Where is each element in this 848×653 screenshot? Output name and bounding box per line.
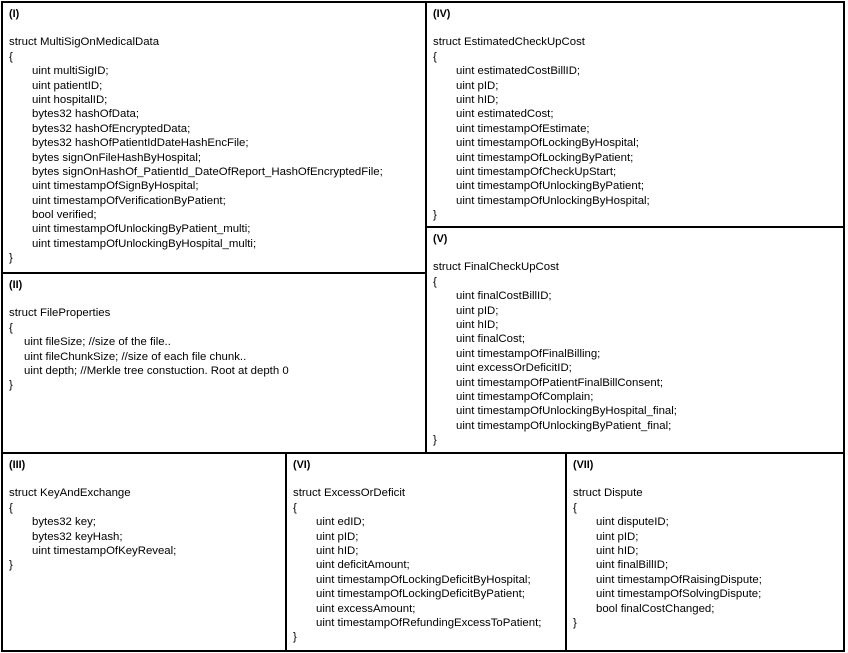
struct-field: uint finalBillID; xyxy=(596,559,669,572)
panel-label: (VII) xyxy=(573,459,594,471)
panel-key-and-exchange xyxy=(1,452,287,652)
struct-field: uint disputeID; xyxy=(596,516,669,529)
spacer xyxy=(9,292,421,306)
open-brace: { xyxy=(433,275,437,288)
struct-field: uint edID; xyxy=(316,516,365,529)
panel-content xyxy=(433,232,839,447)
struct-field: bytes32 keyHash; xyxy=(32,530,123,543)
struct-header: struct EstimatedCheckUpCost xyxy=(433,36,585,49)
struct-field: uint timestampOfUnlockingByPatient_final; xyxy=(456,419,672,432)
struct-field: bool verified; xyxy=(32,209,97,222)
struct-field: uint estimatedCostBillID; xyxy=(456,65,581,78)
spacer xyxy=(9,21,421,35)
panel-dispute xyxy=(565,452,845,652)
struct-field: bytes32 hashOfData; xyxy=(32,108,140,121)
struct-field: uint hID; xyxy=(456,93,499,106)
struct-field: uint timestampOfLockingDeficitByPatient; xyxy=(316,588,525,601)
open-brace: { xyxy=(9,50,13,63)
struct-field: uint finalCost; xyxy=(456,333,526,346)
panel-label: (VI) xyxy=(293,459,311,471)
open-brace: { xyxy=(433,50,437,63)
close-brace: } xyxy=(9,559,13,572)
spacer xyxy=(9,472,281,486)
open-brace: { xyxy=(293,501,297,514)
struct-header: struct KeyAndExchange xyxy=(9,487,131,500)
struct-field: uint excessOrDeficitID; xyxy=(456,362,572,375)
open-brace: { xyxy=(573,501,577,514)
struct-header: struct Dispute xyxy=(573,487,643,500)
struct-field: uint fileChunkSize; //size of each file chunk.. xyxy=(24,350,247,363)
struct-field: uint hID; xyxy=(596,544,639,557)
panel-file-properties xyxy=(1,272,427,454)
panel-content xyxy=(433,7,839,222)
panel-content xyxy=(293,458,561,645)
open-brace: { xyxy=(9,501,13,514)
close-brace: } xyxy=(293,631,297,644)
panel-content xyxy=(9,7,421,266)
struct-field: uint timestampOfComplain; xyxy=(456,390,594,403)
spacer xyxy=(433,21,839,35)
struct-field: uint timestampOfUnlockingByHospital; xyxy=(456,194,650,207)
struct-field: uint timestampOfLockingDeficitByHospital; xyxy=(316,573,531,586)
struct-field: uint excessAmount; xyxy=(316,602,416,615)
spacer xyxy=(433,246,839,260)
struct-header: struct FinalCheckUpCost xyxy=(433,261,559,274)
struct-field: uint timestampOfKeyReveal; xyxy=(32,544,177,557)
struct-field: uint hospitalID; xyxy=(32,93,108,106)
struct-field: uint deficitAmount; xyxy=(316,559,410,572)
panel-content xyxy=(573,458,839,630)
spacer xyxy=(293,472,561,486)
panel-excess-or-deficit xyxy=(285,452,567,652)
struct-field: uint hID; xyxy=(456,318,499,331)
struct-field: uint fileSize; //size of the file.. xyxy=(24,336,171,349)
struct-field: uint timestampOfCheckUpStart; xyxy=(456,165,617,178)
struct-field: uint timestampOfRaisingDispute; xyxy=(596,573,762,586)
panel-label: (I) xyxy=(9,8,20,20)
spacer xyxy=(573,472,839,486)
struct-field: uint pID; xyxy=(456,79,499,92)
struct-field: uint pID; xyxy=(316,530,359,543)
struct-field: bytes signOnFileHashByHospital; xyxy=(32,151,202,164)
panel-label: (V) xyxy=(433,233,448,245)
struct-field: uint timestampOfLockingByPatient; xyxy=(456,151,634,164)
panel-final-checkup-cost xyxy=(425,226,845,454)
open-brace: { xyxy=(9,321,13,334)
struct-field: uint hID; xyxy=(316,544,359,557)
struct-field: uint timestampOfVerificationByPatient; xyxy=(32,194,226,207)
struct-field: bytes32 hashOfPatientIdDateHashEncFile; xyxy=(32,137,249,150)
struct-field: uint pID; xyxy=(456,304,499,317)
struct-field: uint timestampOfPatientFinalBillConsent; xyxy=(456,376,664,389)
struct-field: uint estimatedCost; xyxy=(456,108,554,121)
struct-field: uint timestampOfRefundingExcessToPatient; xyxy=(316,616,542,629)
struct-field: uint timestampOfLockingByHospital; xyxy=(456,137,639,150)
panel-label: (II) xyxy=(9,279,23,291)
struct-field: uint finalCostBillID; xyxy=(456,290,552,303)
struct-field: uint timestampOfSolvingDispute; xyxy=(596,588,762,601)
struct-field: uint timestampOfUnlockingByPatient_multi; xyxy=(32,223,251,236)
struct-field: bytes32 hashOfEncryptedData; xyxy=(32,122,191,135)
panel-label: (III) xyxy=(9,459,26,471)
struct-field: uint timestampOfUnlockingByHospital_final; xyxy=(456,405,677,418)
close-brace: } xyxy=(9,379,13,392)
struct-field: bytes32 key; xyxy=(32,516,96,529)
struct-field: uint depth; //Merkle tree constuction. Root at depth 0 xyxy=(24,364,289,377)
struct-field: uint multiSigID; xyxy=(32,65,109,78)
panel-label: (IV) xyxy=(433,8,451,20)
close-brace: } xyxy=(433,209,437,222)
struct-header: struct FileProperties xyxy=(9,307,111,320)
struct-field: uint timestampOfUnlockingByPatient; xyxy=(456,180,645,193)
panel-content xyxy=(9,458,281,573)
panel-multisig-on-medical-data xyxy=(1,1,427,274)
struct-field: uint timestampOfFinalBilling; xyxy=(456,347,601,360)
close-brace: } xyxy=(573,616,577,629)
struct-field: uint timestampOfSignByHospital; xyxy=(32,180,199,193)
struct-field: uint patientID; xyxy=(32,79,103,92)
panel-content xyxy=(9,278,421,393)
struct-field: uint pID; xyxy=(596,530,639,543)
close-brace: } xyxy=(9,252,13,265)
panel-estimated-checkup-cost xyxy=(425,1,845,228)
struct-field: uint timestampOfUnlockingByHospital_multi; xyxy=(32,237,257,250)
close-brace: } xyxy=(433,434,437,447)
struct-header: struct MultiSigOnMedicalData xyxy=(9,36,160,49)
struct-header: struct ExcessOrDeficit xyxy=(293,487,406,500)
struct-field: bytes signOnHashOf_PatientId_DateOfReport_HashOfEncryptedFile; xyxy=(32,165,383,178)
struct-field: bool finalCostChanged; xyxy=(596,602,715,615)
struct-field: uint timestampOfEstimate; xyxy=(456,122,590,135)
